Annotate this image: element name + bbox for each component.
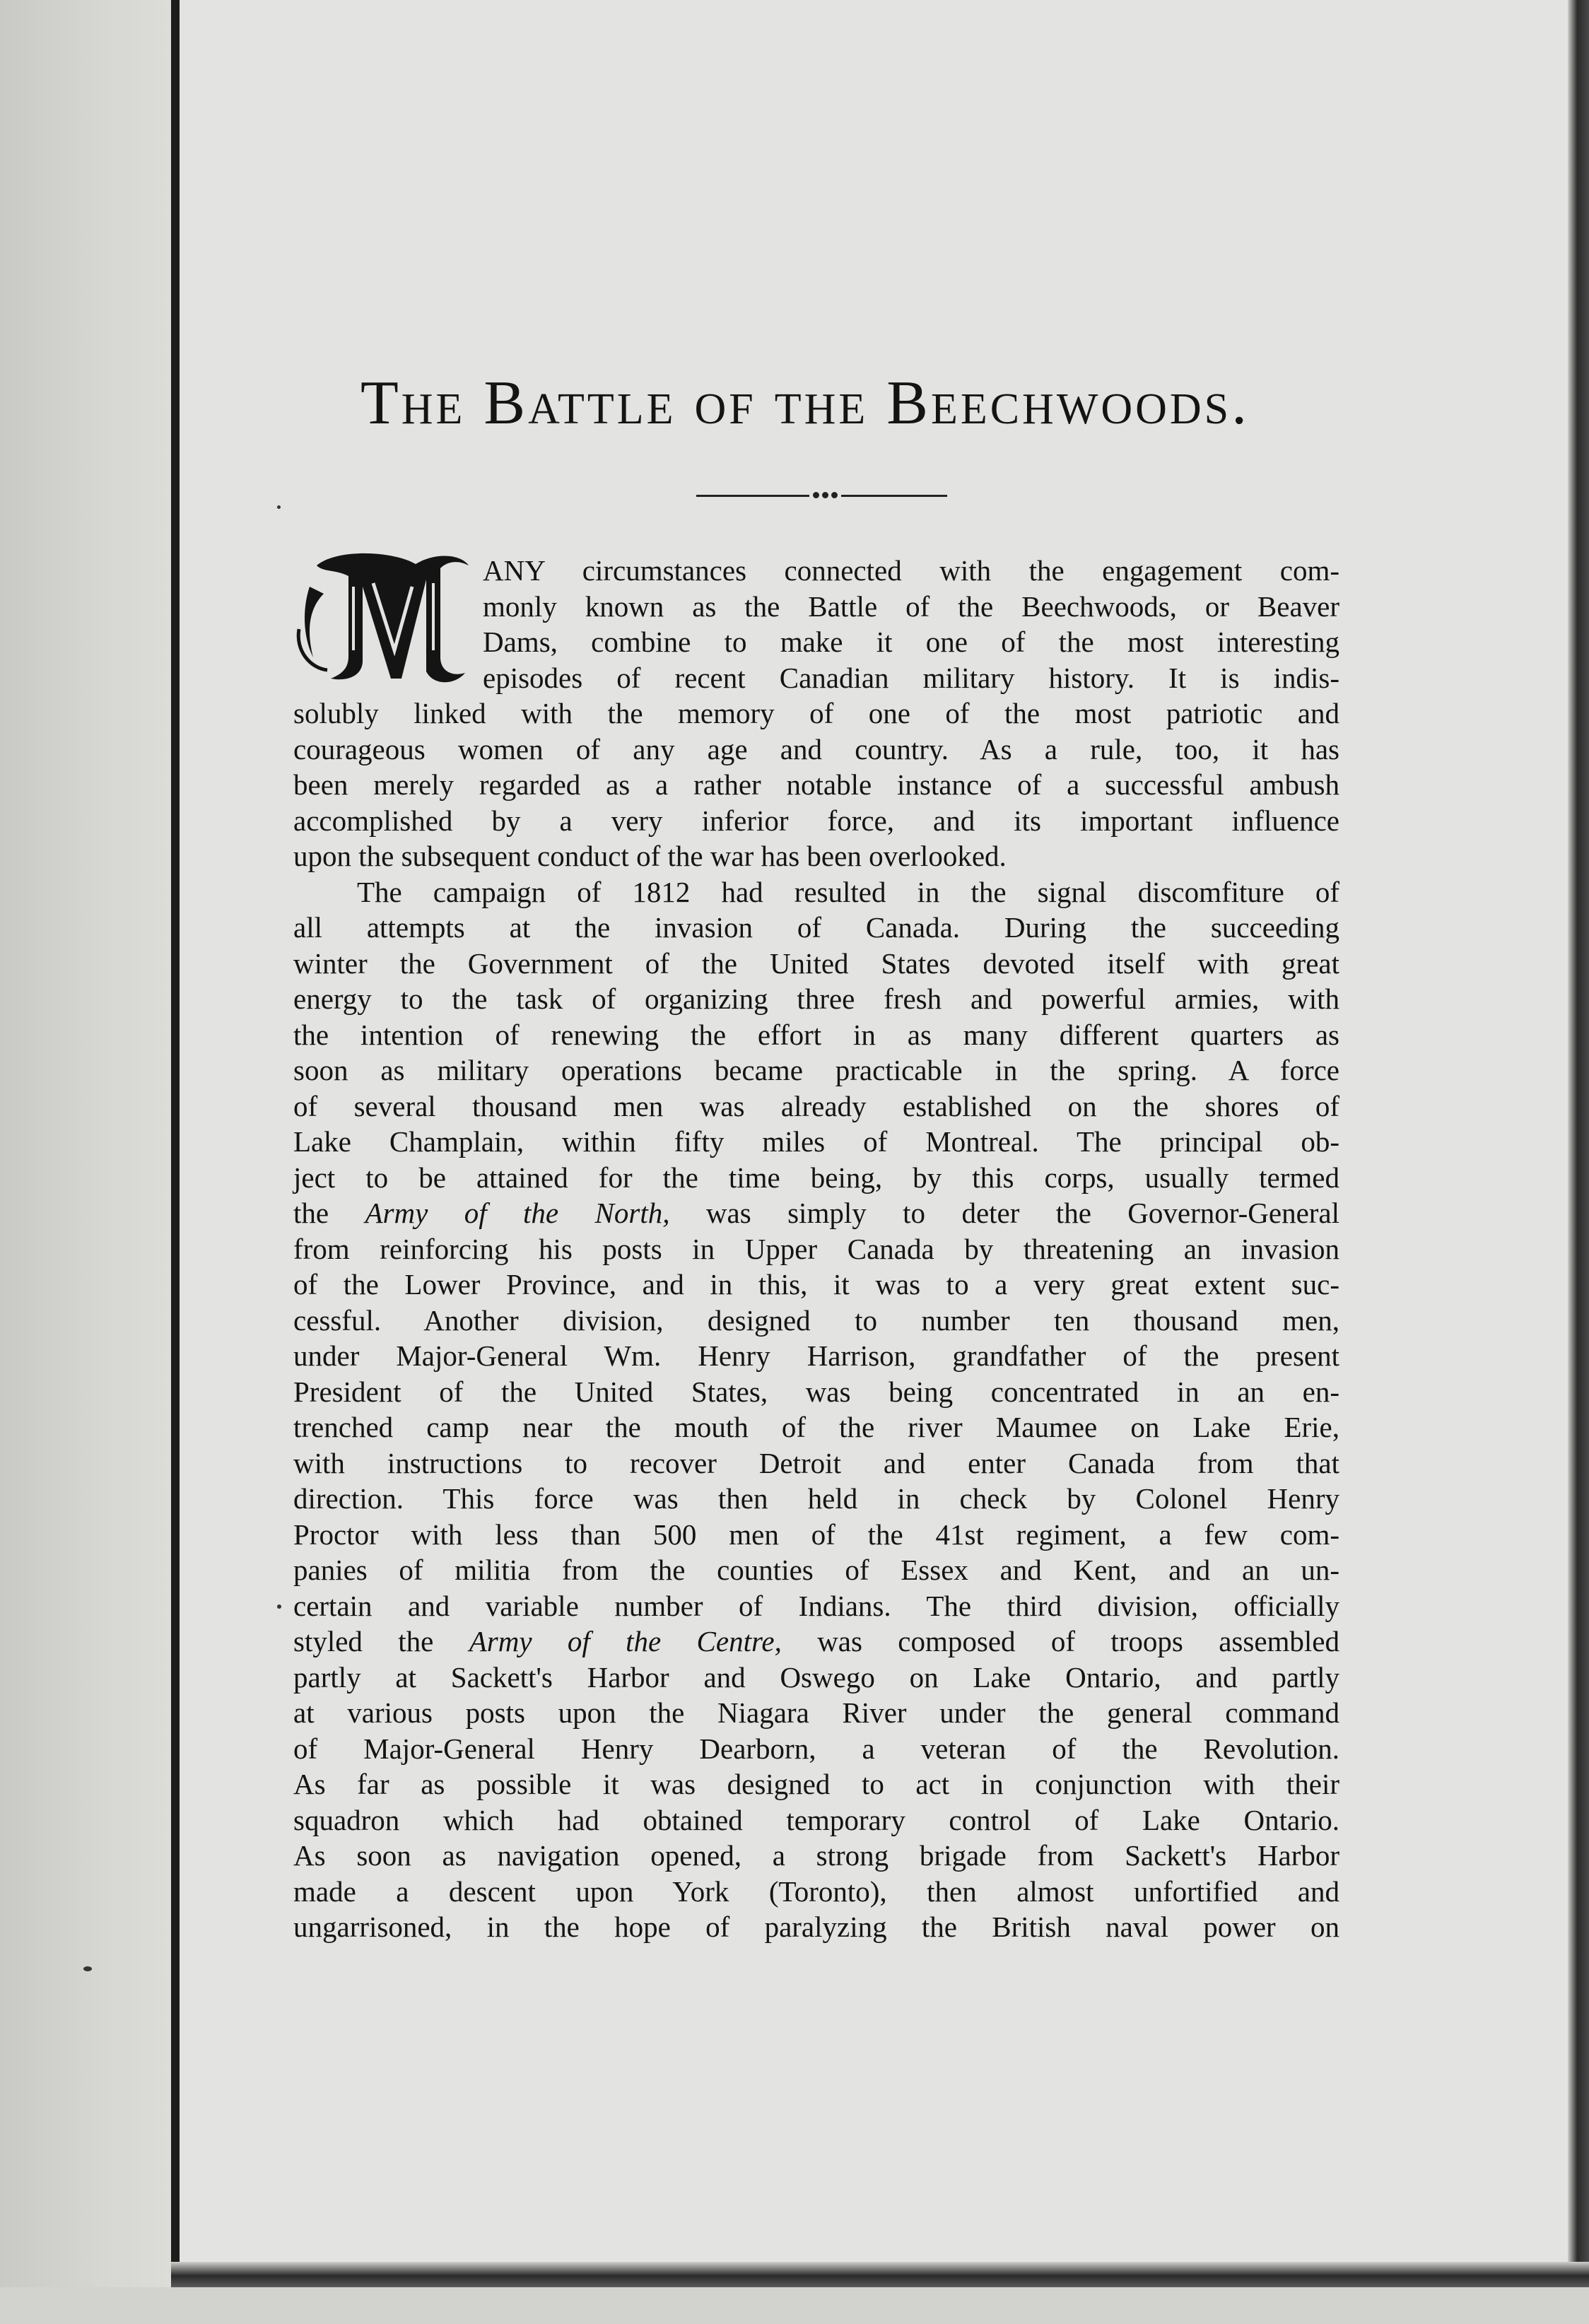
text-line: under Major-General Wm. Henry Harrison, grandfather of the present [293,1339,1339,1372]
text-line: partly at Sackett's Harbor and Oswego on Lake Ontario, and partly [293,1660,1339,1694]
text-line: solubly linked with the memory of one of the most patriotic and [293,697,1339,729]
text-line: courageous women of any age and country. As a rule, too, it has [293,732,1339,765]
text-fragment: was simply to deter the Governor-General [705,1197,1340,1229]
text-line: energy to the task of organizing three fresh and powerful armies, with [293,982,1339,1015]
page-bottom-edge [171,2262,1589,2287]
text-line: the intention of renewing the effort in as many different quarters as [293,1018,1339,1051]
page-right-edge [1568,0,1589,2324]
text-line: of the Lower Province, and in this, it was to a very great extent suc- [293,1268,1339,1301]
article-body [293,553,1339,1945]
left-margin [0,0,171,2324]
text-line: squadron which had obtained temporary control of Lake Ontario. [293,1803,1339,1836]
ink-speck [277,505,281,509]
ink-speck [83,1966,92,1971]
text-fragment: the [293,1197,329,1229]
text-fragment: styled the [293,1625,434,1657]
ink-speck [277,1604,281,1609]
text-line [293,1624,1339,1660]
text-line: winter the Government of the United States devoted itself with great [293,946,1339,980]
text-line: The campaign of 1812 had resulted in the signal discomfiture of [357,875,1339,908]
text-line: ungarrisoned, in the hope of paralyzing the British naval power on [293,1911,1339,1943]
text-line: monly known as the Battle of the Beechwoods, or Beaver [483,589,1339,623]
text-line: of several thousand men was already established on the shores of [293,1089,1339,1122]
text-line: soon as military operations became practicable in the spring. A force [293,1054,1339,1086]
text-line: Proctor with less than 500 men of the 41st regiment, a few com- [293,1518,1339,1551]
text-line: of Major-General Henry Dearborn, a veteran of the Revolution. [293,1732,1339,1765]
text-line: cessful. Another division, designed to number ten thousand men, [293,1303,1339,1337]
text-line: at various posts upon the Niagara River under the general command [293,1696,1339,1729]
chapter-title: The Battle of the Beechwoods. [360,369,1250,438]
text-line: Dams, combine to make it one of the most interesting [483,626,1339,658]
text-line: accomplished by a very inferior force, and its important influence [293,804,1339,837]
text-line: direction. This force was then held in check by Colonel Henry [293,1482,1339,1515]
text-line: made a descent upon York (Toronto), then almost unfortified and [293,1874,1339,1908]
text-line: from reinforcing his posts in Upper Canada by threatening an invasion [293,1232,1339,1265]
text-line: certain and variable number of Indians. The third division, officially [293,1589,1339,1622]
text-line [293,1195,1339,1231]
text-line: episodes of recent Canadian military history. It is indis- [483,661,1339,694]
text-line: As far as possible it was designed to act in conjunction with their [293,1768,1339,1800]
text-line: been merely regarded as a rather notable instance of a successful ambush [293,768,1339,801]
text-line: Lake Champlain, within fifty miles of Montreal. The principal ob- [293,1125,1339,1158]
title-ornament-rule [696,491,947,500]
text-line: with instructions to recover Detroit and enter Canada from that [293,1446,1339,1479]
italic-army-name: Army of the North, [365,1197,670,1229]
text-line: upon the subsequent conduct of the war has been overlooked. [293,840,1007,872]
text-line: ANY circumstances connected with the engagement com- [483,554,1339,587]
text-line: panies of militia from the counties of Essex and Kent, and an un- [293,1554,1339,1586]
text-fragment: was composed of troops assembled [817,1625,1340,1657]
text-line: trenched camp near the mouth of the river Maumee on Lake Erie, [293,1411,1339,1443]
binding-spine [171,0,180,2283]
scan-bottom-margin [0,2287,1589,2324]
italic-army-name: Army of the Centre, [469,1625,782,1657]
text-line: President of the United States, was being concentrated in an en- [293,1375,1339,1408]
text-line: ject to be attained for the time being, by this corps, usually termed [293,1161,1339,1194]
text-line: all attempts at the invasion of Canada. During the succeeding [293,911,1339,944]
text-line: As soon as navigation opened, a strong brigade from Sackett's Harbor [293,1839,1339,1872]
